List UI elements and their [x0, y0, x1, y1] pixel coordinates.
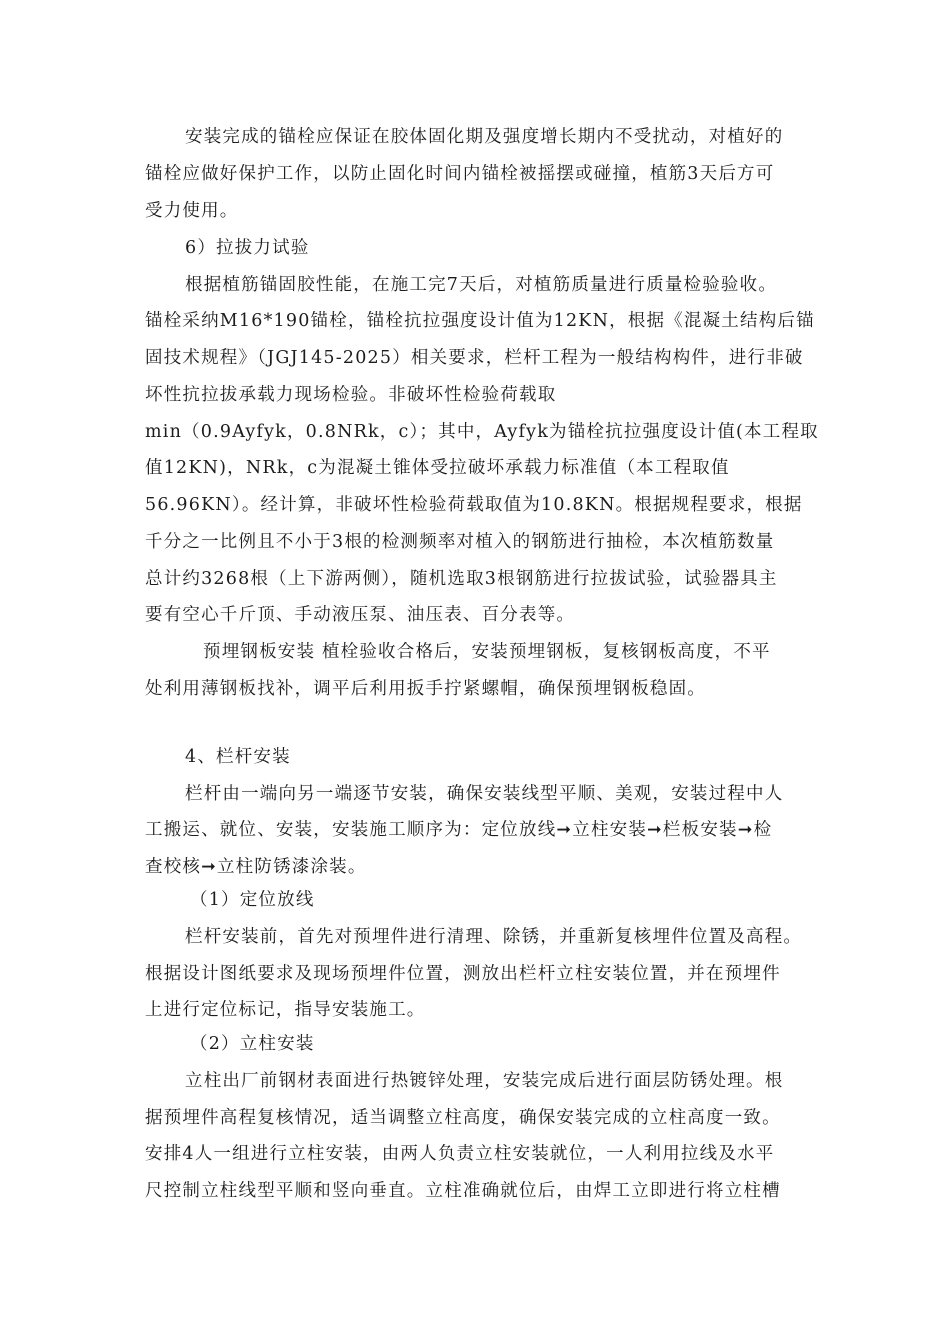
paragraph-line: 总计约3268根（上下游两侧），随机选取3根钢筋进行拉拔试验，试验器具主: [145, 569, 778, 589]
section-heading: 6）拉拔力试验: [185, 238, 310, 258]
paragraph-line: 受力使用。: [145, 201, 239, 221]
paragraph-line: 锚栓应做好保护工作，以防止固化时间内锚栓被摇摆或碰撞，植筋3天后方可: [145, 164, 775, 184]
paragraph-line: 工搬运、就位、安装，安装施工顺序为：定位放线➞立柱安装➞栏板安装➞检: [145, 820, 773, 840]
paragraph-line: 根据设计图纸要求及现场预埋件位置，测放出栏杆立柱安装位置，并在预埋件: [145, 964, 781, 984]
paragraph-line: 根据植筋锚固胶性能，在施工完7天后，对植筋质量进行质量检验验收。: [185, 275, 778, 295]
paragraph-line: 栏杆由一端向另一端逐节安装，确保安装线型平顺、美观，安装过程中人: [185, 784, 784, 804]
paragraph-line: 56.96KN）。经计算，非破坏性检验荷载取值为10.8KN。根据规程要求，根据: [145, 495, 803, 515]
paragraph-line: 栏杆安装前，首先对预埋件进行清理、除锈，并重新复核埋件位置及高程。: [185, 927, 803, 947]
paragraph-line: 尺控制立柱线型平顺和竖向垂直。立柱准确就位后，由焊工立即进行将立柱槽: [145, 1181, 781, 1201]
paragraph-line: 处利用薄钢板找补，调平后利用扳手拧紧螺帽，确保预埋钢板稳固。: [145, 679, 706, 699]
subsection-heading: （1）定位放线: [190, 890, 315, 910]
paragraph-line: 安排4人一组进行立柱安装，由两人负责立柱安装就位，一人利用拉线及水平: [145, 1144, 775, 1164]
paragraph-line: 锚栓采纳M16*190锚栓，锚栓抗拉强度设计值为12KN，根据《混凝土结构后锚: [145, 311, 815, 331]
paragraph-line: 千分之一比例且不小于3根的检测频率对植入的钢筋进行抽检，本次植筋数量: [145, 532, 775, 552]
paragraph-line: 查校核➞立柱防锈漆涂装。: [145, 857, 367, 877]
paragraph-line: 安装完成的锚栓应保证在胶体固化期及强度增长期内不受扰动，对植好的: [185, 127, 784, 147]
subsection-heading: （2）立柱安装: [190, 1034, 315, 1054]
paragraph-line: 立柱出厂前钢材表面进行热镀锌处理，安装完成后进行面层防锈处理。根: [185, 1071, 784, 1091]
section-heading: 4、栏杆安装: [185, 747, 291, 767]
paragraph-line: min（0.9Ayfyk，0.8NRk，c）；其中，Ayfyk为锚栓抗拉强度设计值(本工程取: [145, 422, 819, 442]
paragraph-line: 值12KN)，NRk，c为混凝土锥体受拉破坏承载力标准值（本工程取值: [145, 458, 730, 478]
paragraph-line: 坏性抗拉拔承载力现场检验。非破坏性检验荷载取: [145, 385, 557, 405]
paragraph-line: 预埋钢板安装 植栓验收合格后，安装预埋钢板，复核钢板高度，不平: [203, 642, 771, 662]
paragraph-line: 要有空心千斤顶、手动液压泵、油压表、百分表等。: [145, 605, 576, 625]
paragraph-line: 据预埋件高程复核情况，适当调整立柱高度，确保安装完成的立柱高度一致。: [145, 1108, 781, 1128]
paragraph-line: 固技术规程》（JGJ145-2025）相关要求，栏杆工程为一般结构构件，进行非破: [145, 348, 804, 368]
paragraph-line: 上进行定位标记，指导安装施工。: [145, 1000, 426, 1020]
